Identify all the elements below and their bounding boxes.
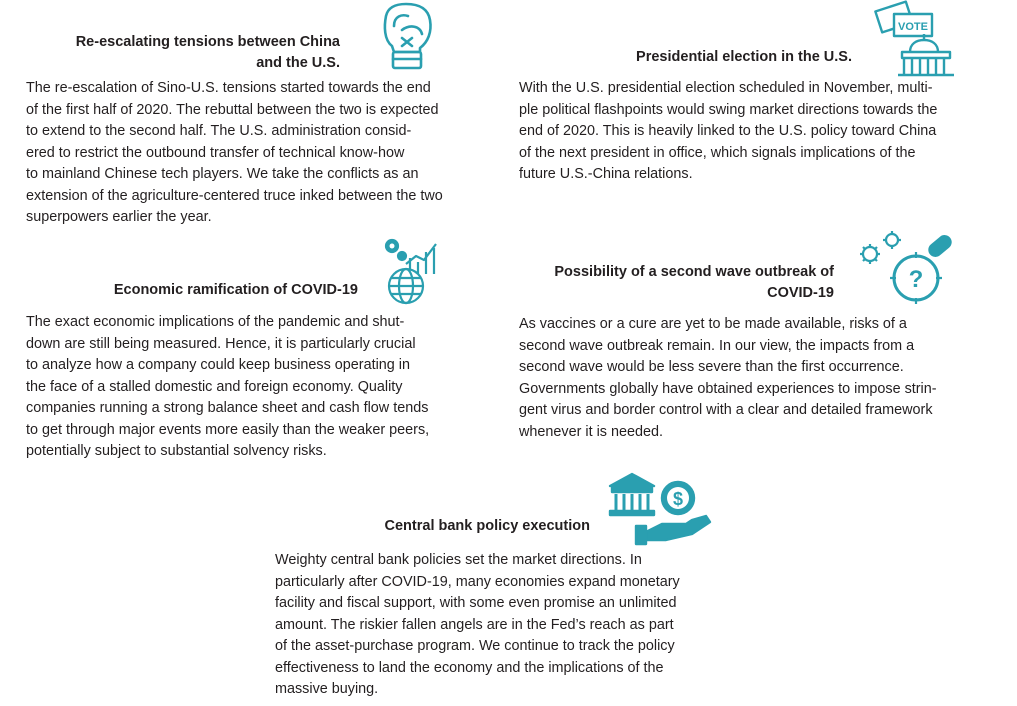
heading-economic-ramification: Economic ramification of COVID-19 — [113, 282, 358, 298]
virus-question-icon — [858, 228, 954, 306]
vote-capitol-icon — [870, 0, 956, 78]
text-presidential-election: With the U.S. presidential election scheduled in November, multi- ple political flashpoints would swing market directions towards the end of 2020. This is heavily linked to the U.S. policy toward China of the next president in office, which signals implications of the future U.S.-China relations. — [519, 80, 938, 182]
text-second-wave: As vaccines or a cure are yet to be made available, risks of a second wave outbreak remain. In our view, the impacts from a second wave would be less severe than the first occurrence. Governments globally have obtained experiences to impose strin- gent virus and border control with a clear and detailed framework whenever it is needed. — [519, 316, 937, 440]
bank-dollar-hand-icon — [606, 470, 714, 546]
text-economic-ramification: The exact economic implications of the pandemic and shut- down are still being measured. Hence, it is particularly crucial to analyze how a company could keep business operating in the face of a stalled domestic and foreign economy. Quality companies running a strong balance sheet and cash flow tends to get through major events more easily than the weaker peers, potentially subject to substantial solvency risks. — [26, 314, 430, 459]
dollar-sign: $ — [672, 489, 684, 509]
text-china-us-tensions: The re-escalation of Sino-U.S. tensions started towards the end of the first half of 2020. The rebuttal between the two is expected to extend to the second half. The U.S. administration consid- ered to restrict the outbound transfer of technical know-how to mainland Chinese tech players. We take the conflicts as an extension of the agriculture-centered truce inked between the two superpowers earlier the year. — [26, 80, 443, 225]
vote-label: VOTE — [898, 21, 928, 33]
heading-china-us-tensions: Re-escalating tensions between China and the U.S. — [75, 34, 340, 71]
heading-central-bank: Central bank policy execution — [384, 518, 590, 534]
text-central-bank: Weighty central bank policies set the market directions. In particularly after COVID-19, many economies expand monetary facility and fiscal support, with some even promise an unlimited amount. The riskier fallen angels are in the Fed’s reach as part of the asset-purchase program. We continue to track the policy effectiveness to land the economy and the implications of the massive buying. — [275, 552, 680, 697]
boxing-glove-icon — [380, 2, 436, 72]
heading-second-wave: Possibility of a second wave outbreak of COVID-19 — [554, 264, 834, 301]
heading-presidential-election: Presidential election in the U.S. — [636, 49, 852, 65]
globe-chart-gear-icon — [380, 234, 440, 308]
question-mark: ? — [908, 266, 924, 293]
